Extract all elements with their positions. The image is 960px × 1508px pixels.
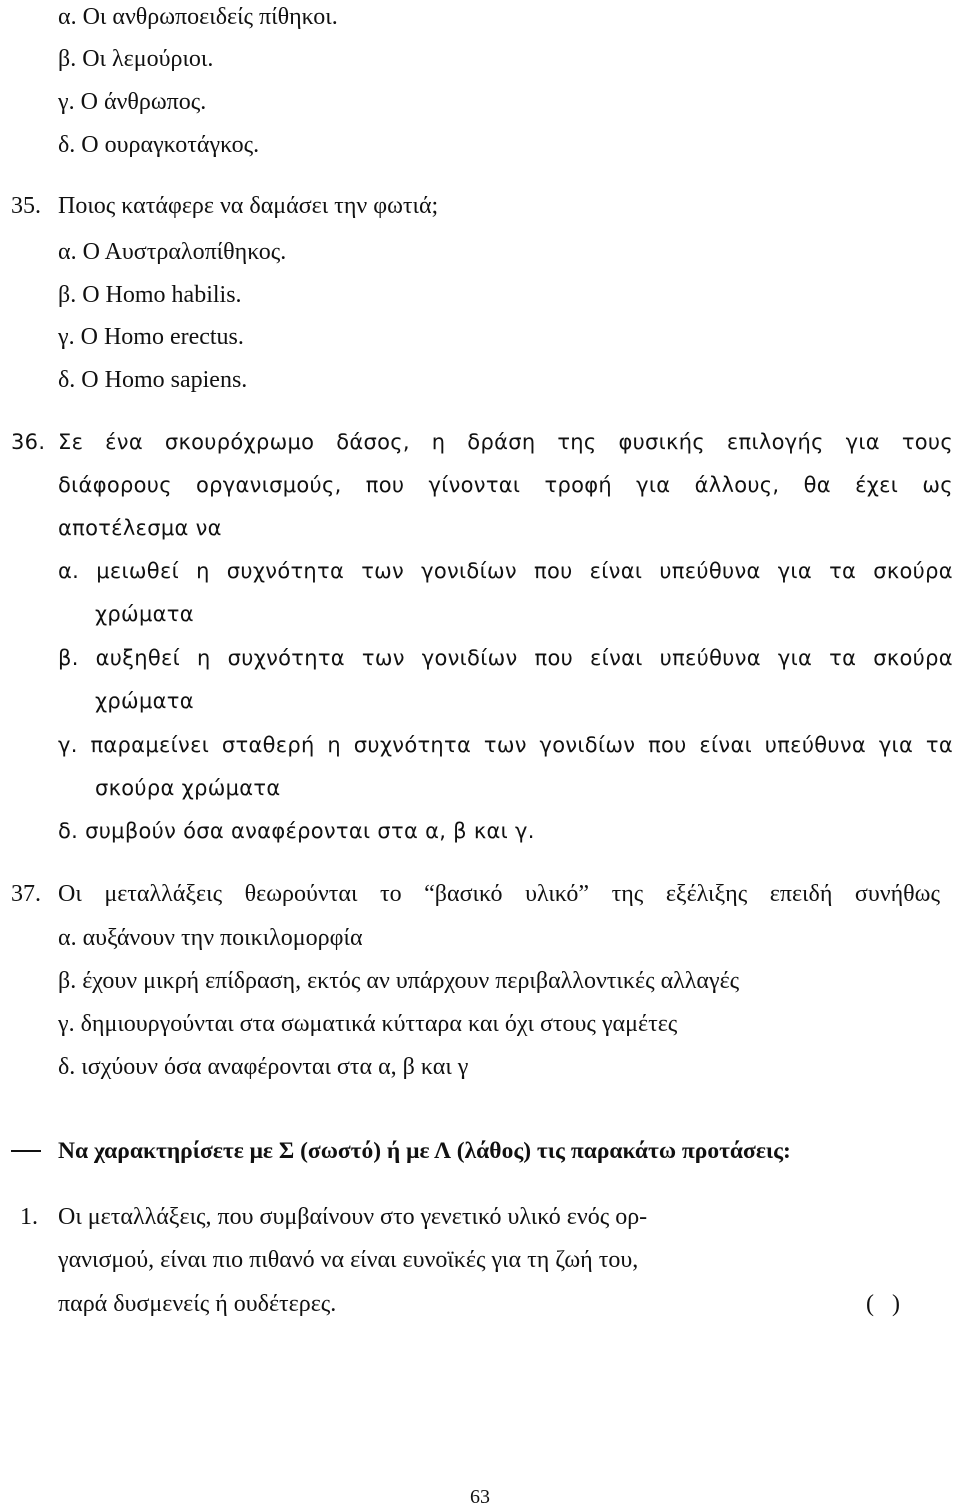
q36-question-line-2: [58, 475, 953, 496]
word: “βασικό: [424, 881, 503, 907]
q37-question: [58, 882, 940, 906]
word: η: [197, 646, 211, 670]
q34-option-b: β. Οι λεμούριοι.: [58, 46, 214, 72]
word: γονιδίων: [421, 646, 518, 670]
q35-question: Ποιος κατάφερε να δαμάσει την φωτιά;: [58, 193, 439, 219]
word: για: [777, 559, 812, 583]
statement-1-line-1: Οι μεταλλάξεις, που συμβαίνουν στο γενετικό υλικό ενός ορ-: [58, 1204, 648, 1230]
q35-option-b: β. Ο Homo habilis.: [58, 282, 242, 308]
q37-option-a: α. αυξάνουν την ποικιλομορφία: [58, 925, 363, 951]
word: της: [557, 430, 597, 454]
word: θα: [803, 473, 831, 497]
word: σκουρόχρωμο: [164, 430, 315, 454]
word: συνήθως: [854, 881, 940, 907]
q36-option-a: [58, 561, 953, 582]
word: σταθερή: [221, 733, 315, 757]
word: των: [483, 733, 527, 757]
word: που: [648, 733, 687, 757]
word: γίνονται: [428, 473, 521, 497]
statement-1-line-2: γανισμού, είναι πιο πιθανό να είναι ευνοϊκές για τη ζωή του,: [58, 1247, 639, 1273]
word: των: [361, 559, 405, 583]
q36-option-c: [58, 735, 953, 756]
word: των: [361, 646, 405, 670]
word: είναι: [590, 646, 643, 670]
word: η: [196, 559, 210, 583]
word: για: [845, 430, 880, 454]
word: επιλογής: [726, 430, 824, 454]
word: σκούρα: [873, 559, 953, 583]
q36-question-line-1: [58, 432, 953, 453]
word: γονιδίων: [539, 733, 636, 757]
q37-option-c: γ. δημιουργούνται στα σωματικά κύτταρα και όχι στους γαμέτες: [58, 1011, 678, 1037]
q36-option-d: [58, 821, 535, 842]
word: άλλους,: [694, 473, 780, 497]
word: β.: [58, 646, 79, 670]
word: ένα: [105, 430, 143, 454]
q36-question-line-3: αποτέλεσμα να: [58, 516, 222, 540]
word: ως: [922, 473, 953, 497]
word: που: [534, 646, 574, 670]
word: που: [534, 559, 573, 583]
word: η: [327, 733, 342, 757]
word: υπεύθυνα: [659, 646, 761, 670]
word: εξέλιξης: [665, 881, 748, 907]
word: τους: [901, 430, 953, 454]
q36-option-c-cont: σκούρα χρώματα: [95, 776, 281, 800]
word: συχνότητα: [226, 559, 345, 583]
word: για: [878, 733, 914, 757]
word: οργανισμούς,: [196, 473, 342, 497]
word: διάφορους: [58, 473, 172, 497]
word: δ. συμβούν όσα αναφέρονται στα α, β και γ.: [58, 819, 535, 843]
section-heading: Να χαρακτηρίσετε με Σ (σωστό) ή με Λ (λάθος) τις παρακάτω προτάσεις:: [58, 1138, 791, 1164]
word: Σε: [58, 430, 84, 454]
q36-option-a-cont: χρώματα: [95, 602, 194, 626]
word: παραμείνει: [90, 733, 210, 757]
word: συχνότητα: [353, 733, 472, 757]
word: υλικό”: [525, 881, 590, 907]
statement-1-number: 1.: [20, 1204, 38, 1230]
word: τα: [829, 559, 857, 583]
word: τα: [925, 733, 953, 757]
q35-option-d: δ. Ο Homo sapiens.: [58, 367, 248, 393]
word: υπεύθυνα: [659, 559, 761, 583]
word: επειδή: [769, 881, 833, 907]
word: δράση: [467, 430, 536, 454]
word: για: [636, 473, 671, 497]
section-dash: [11, 1150, 41, 1152]
word: υπεύθυνα: [764, 733, 867, 757]
word: δάσος,: [336, 430, 410, 454]
word: έχει: [855, 473, 899, 497]
word: το: [379, 881, 402, 907]
word: που: [365, 473, 405, 497]
q35-number: 35.: [11, 193, 41, 219]
q37-option-b: β. έχουν μικρή επίδραση, εκτός αν υπάρχουν περιβαλλοντικές αλλαγές: [58, 968, 740, 994]
word: σκούρα: [873, 646, 953, 670]
q36-option-b-cont: χρώματα: [95, 689, 194, 713]
word: μειωθεί: [96, 559, 180, 583]
q34-option-a: α. Οι ανθρωποειδείς πίθηκοι.: [58, 4, 338, 30]
q34-option-d: δ. Ο ουραγκοτάγκος.: [58, 132, 260, 158]
word: η: [431, 430, 446, 454]
q35-option-a: α. Ο Αυστραλοπίθηκος.: [58, 239, 287, 265]
word: φυσικής: [618, 430, 705, 454]
word: μεταλλάξεις: [104, 881, 223, 907]
word: γ.: [58, 733, 78, 757]
word: αυξηθεί: [95, 646, 181, 670]
word: είναι: [699, 733, 753, 757]
word: είναι: [589, 559, 643, 583]
q34-option-c: γ. Ο άνθρωπος.: [58, 89, 207, 115]
word: τροφή: [544, 473, 612, 497]
word: της: [611, 881, 644, 907]
word: α.: [58, 559, 80, 583]
q36-option-b: [58, 648, 953, 669]
q37-option-d: δ. ισχύουν όσα αναφέρονται στα α, β και γ: [58, 1054, 469, 1080]
word: τα: [829, 646, 857, 670]
word: Οι: [58, 881, 82, 907]
q35-option-c: γ. Ο Homo erectus.: [58, 324, 244, 350]
q36-number: 36.: [11, 430, 46, 454]
page-number: 63: [470, 1486, 490, 1508]
word: γονιδίων: [421, 559, 517, 583]
word: για: [777, 646, 813, 670]
answer-box[interactable]: ( ): [866, 1291, 900, 1317]
q37-number: 37.: [11, 881, 41, 907]
word: θεωρούνται: [244, 881, 358, 907]
statement-1-line-3: παρά δυσμενείς ή ουδέτερες.: [58, 1291, 337, 1317]
word: συχνότητα: [227, 646, 345, 670]
